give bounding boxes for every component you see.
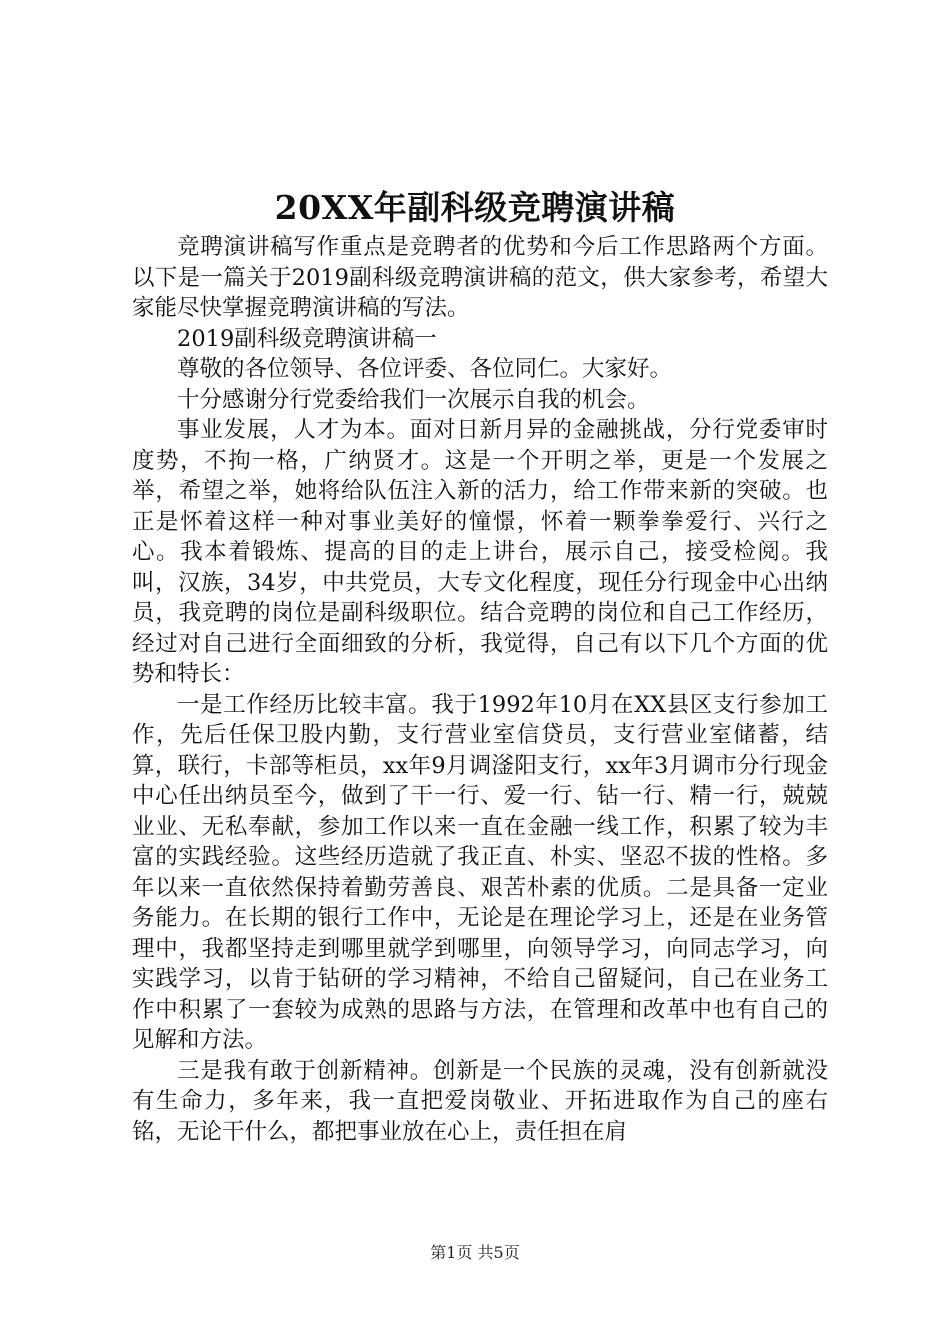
paragraph-subtitle: 2019副科级竞聘演讲稿一: [177, 325, 437, 352]
document-body: [132, 232, 828, 1147]
document-title: 20XX年副科级竞聘演讲稿: [274, 188, 676, 227]
paragraph-greeting: 尊敬的各位领导、各位评委、各位同仁。大家好。: [177, 356, 673, 382]
paragraph-thanks: 十分感谢分行党委给我们一次展示自我的机会。: [177, 386, 650, 413]
paragraph-self-intro: 事业发展，人才为本。面对日新月异的金融挑战，分行党委审时度势，不拘一格，广纳贤才。这是一个开明之举，更是一个发展之举，希望之举，她将给队伍注入新的活力，给工作带来新的突破。也正是怀着这样一种对事业美好的憧憬，怀着一颗拳拳爱行、兴行之心。我本着锻炼、提高的目的走上讲台，展示自己，接受检阅。我叫，汉族，34岁，中共党员，大专文化程度，现任分行现金中心出纳员，我竞聘的岗位是副科级职位。结合竞聘的岗位和自己工作经历，经过对自己进行全面细致的分析，我觉得，自己有以下几个方面的优势和特长：: [132, 417, 828, 687]
paragraph-experience: 一是工作经历比较丰富。我于1992年10月在XX县区支行参加工作，先后任保卫股内勤，支行营业室信贷员，支行营业室储蓄，结算，联行，卡部等柜员，xx年9月调滏阳支行，xx年3月调市分行现金中心任出纳员至今，做到了干一行、爱一行、钻一行、精一行，兢兢业业、无私奉献，参加工作以来一直在金融一线工作，积累了较为丰富的实践经验。这些经历造就了我正直、朴实、坚忍不拔的性格。多年以来一直依然保持着勤劳善良、艰苦朴素的优质。二是具备一定业务能力。在长期的银行工作中，无论是在理论学习上，还是在业务管理中，我都坚持走到哪里就学到哪里，向领导学习，向同志学习，向实践学习，以肯于钻研的学习精神，不给自己留疑问，自己在业务工作中积累了一套较为成熟的思路与方法，在管理和改革中也有自己的见解和方法。: [132, 691, 828, 1053]
page-footer: 第1页 共5页: [430, 1243, 520, 1262]
paragraph-intro: 竞聘演讲稿写作重点是竞聘者的优势和今后工作思路两个方面。以下是一篇关于2019副科级竞聘演讲稿的范文，供大家参考，希望大家能尽快掌握竞聘演讲稿的写法。: [132, 234, 828, 321]
paragraph-innovation: 三是我有敢于创新精神。创新是一个民族的灵魂，没有创新就没有生命力，多年来，我一直把爱岗敬业、开拓进取作为自己的座右铭，无论干什么，都把事业放在心上，责任担在肩: [132, 1057, 828, 1145]
